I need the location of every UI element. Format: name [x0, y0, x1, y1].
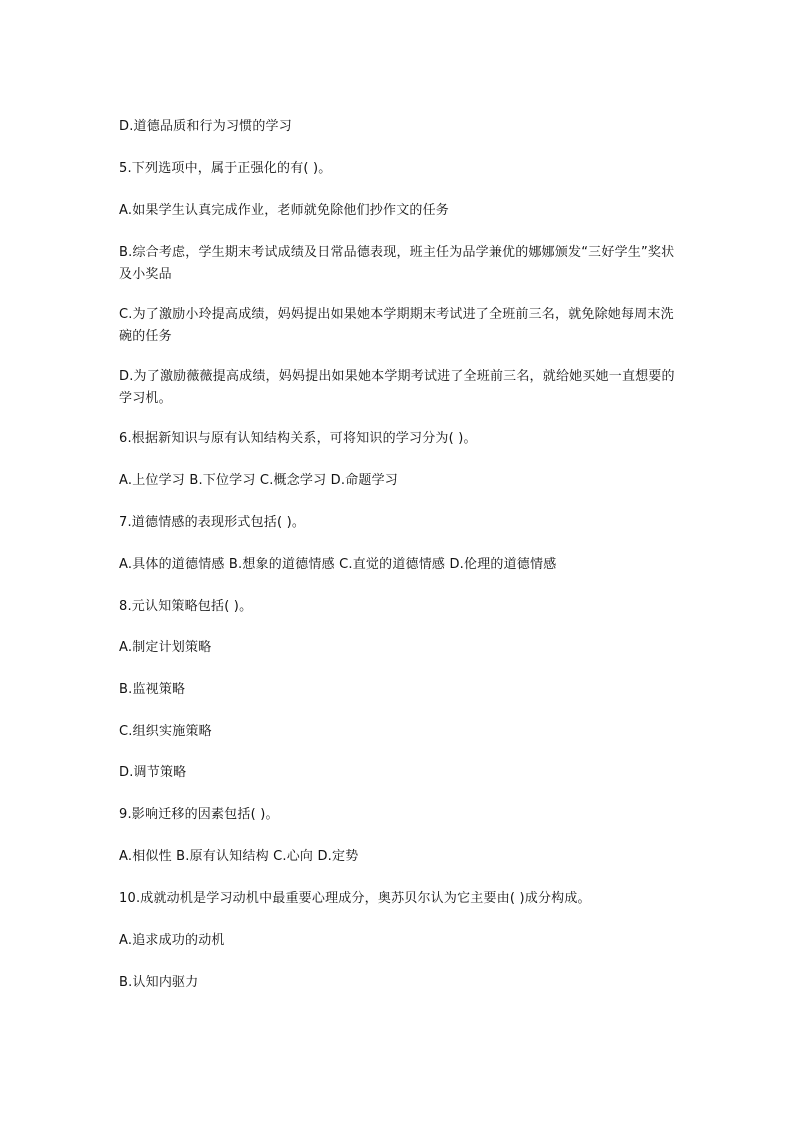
question-5-option-c: C.为了激励小玲提高成绩，妈妈提出如果她本学期期末考试进了全班前三名，就免除她每周末洗碗的任务 — [119, 307, 674, 344]
question-5: 5.下列选项中，属于正强化的有( )。 — [119, 161, 332, 176]
question-6: 6.根据新知识与原有认知结构关系，可将知识的学习分为( )。 — [119, 431, 477, 446]
question-9: 9.影响迁移的因素包括( )。 — [119, 807, 279, 822]
question-8: 8.元认知策略包括( )。 — [119, 599, 253, 614]
question-7-options: A.具体的道德情感 B.想象的道德情感 C.直觉的道德情感 D.伦理的道德情感 — [119, 557, 557, 572]
question-5-option-d: D.为了激励薇薇提高成绩，妈妈提出如果她本学期考试进了全班前三名，就给她买她一直想要的学习机。 — [119, 369, 675, 406]
question-5-option-a: A.如果学生认真完成作业，老师就免除他们抄作文的任务 — [119, 203, 449, 218]
question-8-option-a: A.制定计划策略 — [119, 640, 212, 655]
question-10-option-a: A.追求成功的动机 — [119, 933, 225, 948]
question-9-options: A.相似性 B.原有认知结构 C.心向 D.定势 — [119, 849, 359, 864]
question-8-option-b: B.监视策略 — [119, 682, 186, 697]
question-7: 7.道德情感的表现形式包括( )。 — [119, 515, 306, 530]
question-5-option-b: B.综合考虑，学生期末考试成绩及日常品德表现，班主任为品学兼优的娜娜颁发“三好学生”奖状及小奖品 — [119, 245, 675, 282]
question-6-options: A.上位学习 B.下位学习 C.概念学习 D.命题学习 — [119, 473, 398, 488]
question-10-option-b: B.认知内驱力 — [119, 975, 199, 990]
option-d-moral-quality: D.道德品质和行为习惯的学习 — [119, 119, 292, 134]
question-8-option-c: C.组织实施策略 — [119, 724, 212, 739]
question-8-option-d: D.调节策略 — [119, 765, 187, 780]
question-10: 10.成就动机是学习动机中最重要心理成分，奥苏贝尔认为它主要由( )成分构成。 — [119, 891, 591, 906]
